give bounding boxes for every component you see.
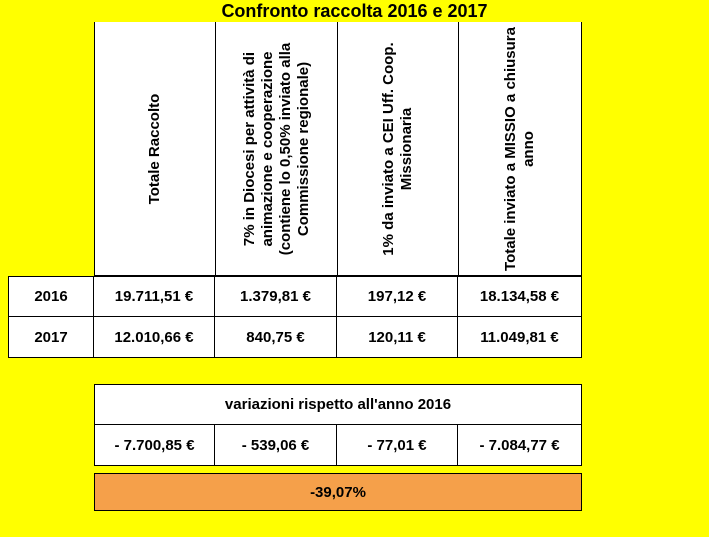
header-text: Totale inviato a MISSIO a chiusura anno [502,26,537,271]
header-text: Totale Raccolto [146,93,163,204]
header-7-percent [215,22,337,276]
table-cell: 1.379,81 € [215,276,337,317]
variation-cell: - 539,06 € [215,425,337,466]
variation-percent: -39,07% [94,473,582,511]
table-cell: 11.049,81 € [458,317,582,358]
header-text: 1% da inviato a CEI Uff. Coop. Missionaria [380,41,415,256]
row-year-2017: 2017 [8,317,94,358]
variation-cell: - 7.700,85 € [94,425,215,466]
variation-cell: - 7.084,77 € [458,425,582,466]
table-cell: 840,75 € [215,317,337,358]
header-1-percent [337,22,458,276]
table-cell: 197,12 € [337,276,458,317]
table-title: Confronto raccolta 2016 e 2017 [221,1,488,21]
header-text: 7% in Diocesi per attività di animazione e cooperazione (contiene lo 0,50% inviato alla Commissione regionale) [240,42,312,255]
variation-label: variazioni rispetto all'anno 2016 [94,384,582,425]
row-year-2016: 2016 [8,276,94,317]
table-cell: 120,11 € [337,317,458,358]
header-totale-raccolto [94,22,215,276]
table-cell: 12.010,66 € [94,317,215,358]
header-totale-missio [458,22,582,276]
table-cell: 18.134,58 € [458,276,582,317]
variation-cell: - 77,01 € [337,425,458,466]
table-cell: 19.711,51 € [94,276,215,317]
